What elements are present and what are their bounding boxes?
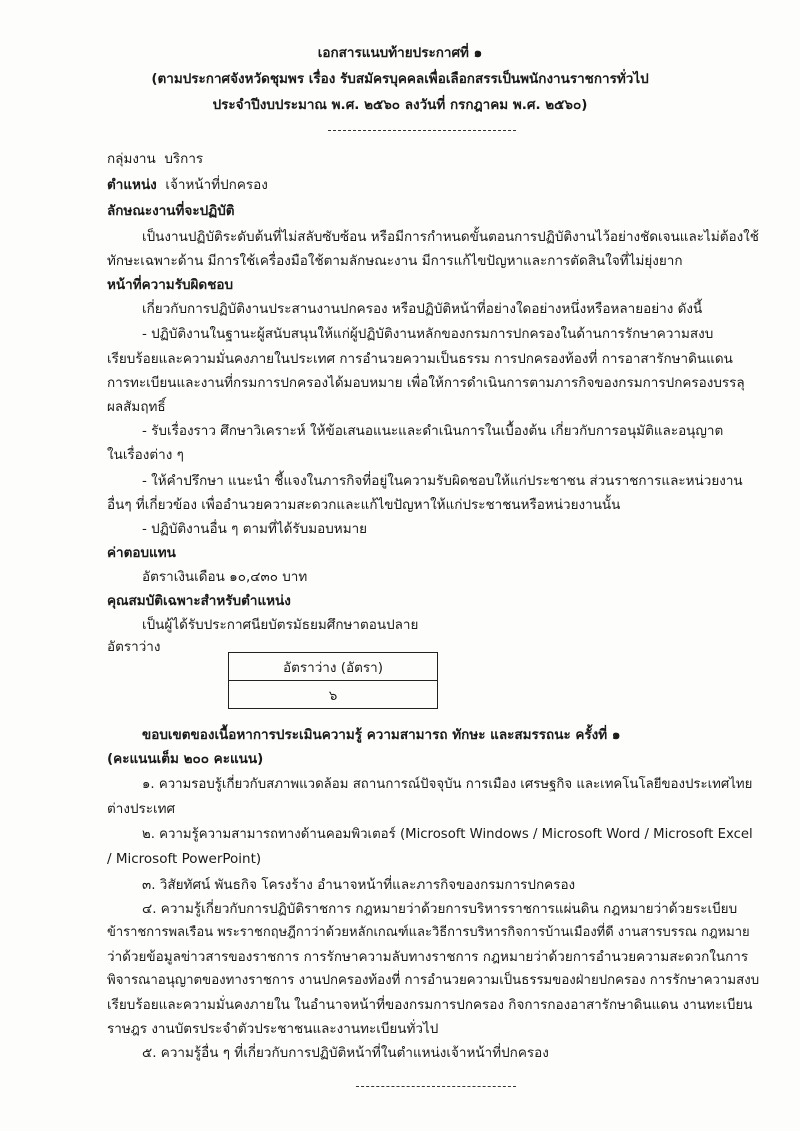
scope-line: ๒. ความรู้ความสามารถทางด้านคอมพิวเตอร์ (Microsoft Windows / Microsoft Word / Microsoft Excel [142, 827, 753, 842]
header-line-3: ประจำปีงบประมาณ พ.ศ. ๒๕๖๐ ลงวันที่ กรกฎาคม พ.ศ. ๒๕๖๐) [212, 97, 588, 113]
responsibility-line: ผลสัมฤทธิ์ [107, 399, 166, 415]
scope-line: ๕. ความรู้อื่น ๆ ที่เกี่ยวกับการปฏิบัติหน้าที่ในตำแหน่งเจ้าหน้าที่ปกครอง [142, 1045, 549, 1061]
responsibility-line: - ปฏิบัติงานในฐานะผู้สนับสนุนให้แก่ผู้ปฏิบัติงานหลักของกรมการปกครองในด้านการรักษาความสงบ [142, 326, 714, 342]
qualifications-heading: คุณสมบัติเฉพาะสำหรับตำแหน่ง [107, 593, 291, 609]
group-label: กลุ่มงาน [107, 151, 156, 167]
compensation-value: อัตราเงินเดือน ๑๐,๔๓๐ บาท [142, 569, 308, 585]
responsibility-line: - ให้คำปรึกษา แนะนำ ชี้แจงในภารกิจที่อยู่ในความรับผิดชอบให้แก่ประชาชน ส่วนราชการและหน่วยงาน [142, 473, 743, 489]
vacancy-table-header: อัตราว่าง (อัตรา) [229, 653, 438, 681]
position-value: เจ้าหน้าที่ปกครอง [165, 177, 268, 193]
scope-line: ราษฎร งานบัตรประจำตัวประชาชนและงานทะเบียนทั่วไป [107, 1021, 439, 1037]
responsibility-line: ในเรื่องต่าง ๆ [107, 447, 184, 463]
responsibility-line: เกี่ยวกับการปฏิบัติงานประสานงานปกครอง หรือปฏิบัติหน้าที่อย่างใดอย่างหนึ่งหรือหลายอย่าง ดังนี้ [142, 301, 703, 317]
scope-line: ๓. วิสัยทัศน์ พันธกิจ โครงร้าง อำนาจหน้าที่และภารกิจของกรมการปกครอง [142, 877, 576, 893]
responsibility-line: - ปฏิบัติงานอื่น ๆ ตามที่ได้รับมอบหมาย [142, 521, 368, 537]
scope-heading: ขอบเขตของเนื้อหาการประเมินความรู้ ความสามารถ ทักษะ และสมรรถนะ ครั้งที่ ๑ [142, 727, 621, 743]
scope-subheading: (คะแนนเต็ม ๒๐๐ คะแนน) [107, 751, 264, 767]
group-value: บริการ [164, 151, 204, 167]
footer-divider [356, 1086, 516, 1087]
group-row [107, 150, 203, 168]
vacancy-table [228, 652, 438, 709]
header-divider [328, 130, 516, 131]
responsibility-line: อื่นๆ ที่เกี่ยวข้อง เพื่ออำนวยความสะดวกและแก้ไขปัญหาให้แก่ประชาชนหรือหน่วยงานนั้น [107, 497, 621, 513]
responsibility-line: การทะเบียนและงานที่กรมการปกครองได้มอบหมาย เพื่อให้การดำเนินการตามภารกิจของกรมการปกครองบรรลุ [107, 375, 745, 391]
header-line-1: เอกสารแนบท้ายประกาศที่ ๑ [317, 45, 483, 61]
scope-line: ๔. ความรู้เกี่ยวกับการปฏิบัติราชการ กฎหมายว่าด้วยการบริหารราชการแผ่นดิน กฎหมายว่าด้วยระเบียบ [142, 901, 738, 917]
vacancy-label: อัตราว่าง [107, 639, 161, 655]
scope-line: ว่าด้วยข้อมูลข่าวสารของราชการ การรักษาความลับทางราชการ กฎหมายว่าด้วยการอำนวยความสะดวกในการ [107, 949, 749, 965]
vacancy-table-value: ๖ [229, 681, 438, 709]
scope-line: ข้าราชการพลเรือน พระราชกฤษฎีกาว่าด้วยหลักเกณฑ์และวิธีการบริหารกิจการบ้านเมืองที่ดี งานสารบรรณ กฎหมาย [107, 925, 750, 940]
job-nature-line: ทักษะเฉพาะด้าน มีการใช้เครื่องมือใช้ตามลักษณะงาน มีการแก้ไขปัญหาและการตัดสินใจที่ไม่ยุ่งยาก [107, 253, 683, 269]
job-nature-line: เป็นงานปฏิบัติระดับต้นที่ไม่สลับซับซ้อน หรือมีการกำหนดขั้นตอนการปฏิบัติงานไว้อย่างชัดเจนและไม่ต้องใช้ [142, 229, 759, 245]
responsibility-line: - รับเรื่องราว ศึกษาวิเคราะห์ ให้ข้อเสนอแนะและดำเนินการในเบื้องต้น เกี่ยวกับการอนุมัติและอนุญาต [142, 423, 724, 439]
responsibilities-heading: หน้าที่ความรับผิดชอบ [107, 277, 234, 293]
scope-line: เรียบร้อยและความมั่นคงภายใน ในอำนาจหน้าที่ของกรมการปกครอง กิจการกองอาสารักษาดินแดน งานทะเบียน [107, 997, 753, 1013]
scope-line: ๑. ความรอบรู้เกี่ยวกับสภาพแวดล้อม สถานการณ์ปัจจุบัน การเมือง เศรษฐกิจ และเทคโนโลยีของประเทศไทย [142, 777, 753, 792]
header-line-2: (ตามประกาศจังหวัดชุมพร เรื่อง รับสมัครบุคคลเพื่อเลือกสรรเป็นพนักงานราชการทั่วไป [151, 71, 649, 87]
scope-line: ต่างประเทศ [107, 801, 176, 817]
responsibility-line: เรียบร้อยและความมั่นคงภายในประเทศ การอำนวยความเป็นธรรม การปกครองท้องที่ การอาสารักษาดินแดน [107, 351, 733, 367]
compensation-heading: ค่าตอบแทน [107, 545, 176, 561]
job-nature-heading: ลักษณะงานที่จะปฏิบัติ [107, 203, 235, 219]
position-row [107, 176, 268, 194]
scope-line: พิจารณาอนุญาตของทางราชการ งานปกครองท้องที่ การอำนวยความเป็นธรรมของฝ่ายปกครอง การรักษาความสงบ [107, 973, 760, 988]
scope-line: / Microsoft PowerPoint) [107, 851, 262, 867]
position-label: ตำแหน่ง [107, 177, 157, 193]
qualifications-value: เป็นผู้ได้รับประกาศนียบัตรมัธยมศึกษาตอนปลาย [142, 617, 419, 633]
